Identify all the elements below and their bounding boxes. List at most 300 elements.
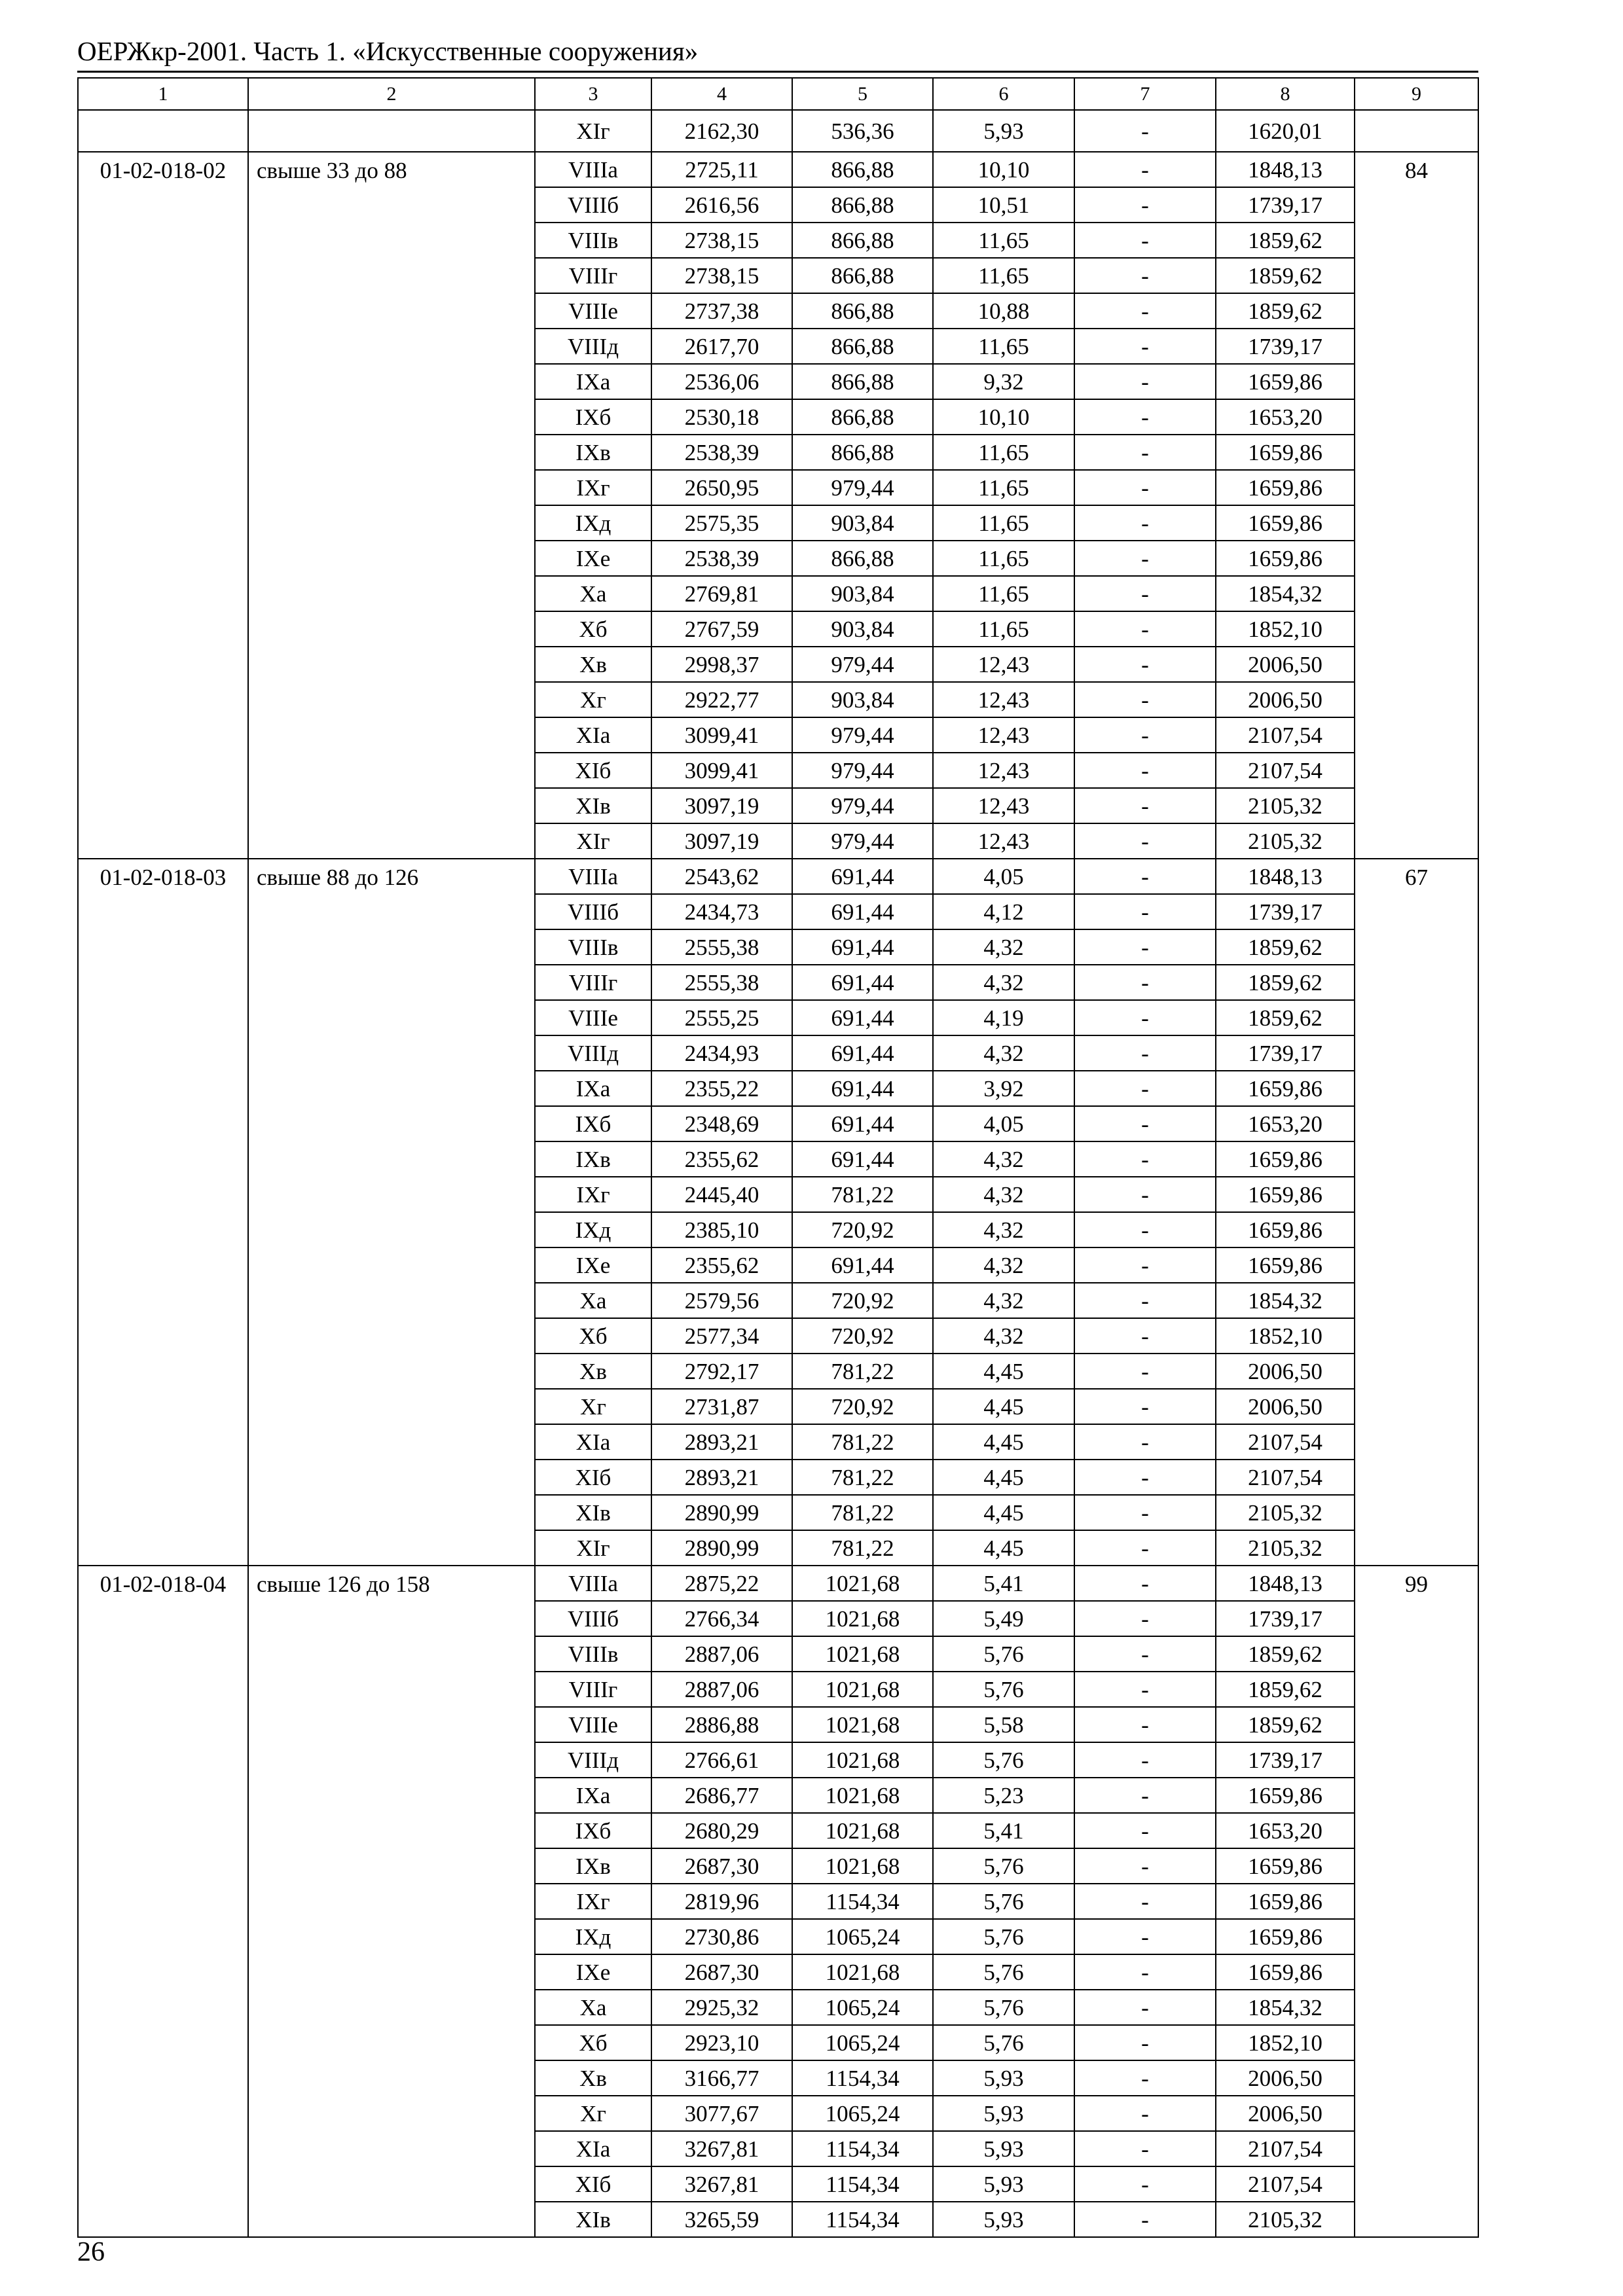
col8-cell: 1854,32 (1216, 576, 1355, 611)
col4-cell: 2434,73 (651, 894, 792, 929)
class-cell: IXв (535, 1141, 651, 1177)
col6-cell: 4,45 (933, 1495, 1074, 1530)
col4-cell: 2730,86 (651, 1919, 792, 1954)
class-cell: IXа (535, 1071, 651, 1106)
column-number-cell: 5 (792, 78, 933, 110)
col5-cell: 691,44 (792, 1071, 933, 1106)
col8-cell: 1739,17 (1216, 1035, 1355, 1071)
col6-cell: 4,45 (933, 1424, 1074, 1460)
col7-cell: - (1074, 647, 1216, 682)
col4-cell: 2766,34 (651, 1601, 792, 1636)
col7-cell: - (1074, 1566, 1216, 1601)
class-cell: XIб (535, 753, 651, 788)
col4-cell: 3077,67 (651, 2096, 792, 2131)
col7-cell: - (1074, 541, 1216, 576)
class-cell: IXд (535, 1919, 651, 1954)
col6-cell: 5,76 (933, 1848, 1074, 1884)
col7-cell: - (1074, 682, 1216, 717)
col5-cell: 691,44 (792, 1141, 933, 1177)
col6-cell: 11,65 (933, 505, 1074, 541)
class-cell: IXд (535, 1212, 651, 1247)
col8-cell: 1659,86 (1216, 1071, 1355, 1106)
col5-cell: 1021,68 (792, 1707, 933, 1742)
col6-cell: 10,10 (933, 399, 1074, 435)
col8-cell: 1659,86 (1216, 1141, 1355, 1177)
col4-cell: 2617,70 (651, 329, 792, 364)
col7-cell: - (1074, 1707, 1216, 1742)
col5-cell: 979,44 (792, 823, 933, 859)
col7-cell: - (1074, 399, 1216, 435)
col7-cell: - (1074, 1672, 1216, 1707)
col7-cell: - (1074, 1530, 1216, 1566)
col7-cell: - (1074, 152, 1216, 187)
col8-cell: 1653,20 (1216, 399, 1355, 435)
class-cell: IXе (535, 541, 651, 576)
col5-cell: 866,88 (792, 435, 933, 470)
col4-cell: 2434,93 (651, 1035, 792, 1071)
col8-cell: 1659,86 (1216, 1919, 1355, 1954)
col4-cell: 2536,06 (651, 364, 792, 399)
col6-cell: 12,43 (933, 753, 1074, 788)
col5-cell: 979,44 (792, 788, 933, 823)
class-cell: VIIIа (535, 152, 651, 187)
col6-cell: 4,19 (933, 1000, 1074, 1035)
col4-cell: 2893,21 (651, 1424, 792, 1460)
class-cell: VIIIе (535, 1000, 651, 1035)
class-cell: VIIIв (535, 223, 651, 258)
rate-code-cell: 01-02-018-03 (78, 859, 248, 1566)
col7-cell: - (1074, 2202, 1216, 2237)
class-cell: Xг (535, 682, 651, 717)
col5-cell: 903,84 (792, 576, 933, 611)
col5-cell: 720,92 (792, 1212, 933, 1247)
col5-cell: 1154,34 (792, 1884, 933, 1919)
col7-cell: - (1074, 1636, 1216, 1672)
col6-cell: 5,76 (933, 1954, 1074, 1990)
col5-cell: 866,88 (792, 293, 933, 329)
col7-cell: - (1074, 965, 1216, 1000)
col8-cell: 2105,32 (1216, 1495, 1355, 1530)
col4-cell: 3267,81 (651, 2131, 792, 2166)
col8-cell: 2105,32 (1216, 1530, 1355, 1566)
col8-cell: 1620,01 (1216, 110, 1355, 152)
col6-cell: 5,49 (933, 1601, 1074, 1636)
col6-cell: 4,05 (933, 1106, 1074, 1141)
col6-cell: 4,45 (933, 1530, 1074, 1566)
col8-cell: 1659,86 (1216, 1247, 1355, 1283)
col8-cell: 1653,20 (1216, 1813, 1355, 1848)
col8-cell: 2107,54 (1216, 1460, 1355, 1495)
col6-cell: 3,92 (933, 1071, 1074, 1106)
col5-cell: 866,88 (792, 399, 933, 435)
col7-cell: - (1074, 1742, 1216, 1778)
col8-cell: 1859,62 (1216, 258, 1355, 293)
class-cell: VIIIе (535, 1707, 651, 1742)
class-cell: XIв (535, 2202, 651, 2237)
col4-cell: 2355,62 (651, 1141, 792, 1177)
column-number-cell: 4 (651, 78, 792, 110)
col8-cell: 1739,17 (1216, 1742, 1355, 1778)
class-cell: IXа (535, 1778, 651, 1813)
col8-cell: 1854,32 (1216, 1283, 1355, 1318)
table-body (78, 78, 1478, 2237)
col5-cell: 866,88 (792, 258, 933, 293)
col4-cell: 3099,41 (651, 753, 792, 788)
col4-cell: 2575,35 (651, 505, 792, 541)
col6-cell: 5,76 (933, 1919, 1074, 1954)
col6-cell: 5,76 (933, 1884, 1074, 1919)
col5-cell: 1065,24 (792, 2025, 933, 2060)
col5-cell: 1021,68 (792, 1672, 933, 1707)
col7-cell: - (1074, 1247, 1216, 1283)
col8-cell: 1659,86 (1216, 1884, 1355, 1919)
col7-cell: - (1074, 258, 1216, 293)
col6-cell: 11,65 (933, 258, 1074, 293)
col6-cell: 4,45 (933, 1389, 1074, 1424)
class-cell: VIIIд (535, 329, 651, 364)
col7-cell: - (1074, 1354, 1216, 1389)
col6-cell: 4,32 (933, 1283, 1074, 1318)
col6-cell: 10,51 (933, 187, 1074, 223)
col5-cell: 1065,24 (792, 1919, 933, 1954)
col8-cell: 1659,86 (1216, 1778, 1355, 1813)
col5-cell: 1021,68 (792, 1778, 933, 1813)
col7-cell: - (1074, 435, 1216, 470)
col8-cell: 2107,54 (1216, 717, 1355, 753)
col8-cell: 1659,86 (1216, 1848, 1355, 1884)
col7-cell: - (1074, 2131, 1216, 2166)
col8-cell: 2006,50 (1216, 682, 1355, 717)
data-table (77, 77, 1479, 2238)
col4-cell: 2792,17 (651, 1354, 792, 1389)
col8-cell: 1659,86 (1216, 1954, 1355, 1990)
col4-cell: 2737,38 (651, 293, 792, 329)
col8-cell: 2107,54 (1216, 2131, 1355, 2166)
class-cell: IXв (535, 1848, 651, 1884)
col7-cell: - (1074, 576, 1216, 611)
table-row (78, 859, 1478, 894)
col8-cell: 1659,86 (1216, 470, 1355, 505)
rate-description-cell: свыше 88 до 126 (248, 859, 535, 1566)
col8-cell: 1859,62 (1216, 1636, 1355, 1672)
col7-cell: - (1074, 505, 1216, 541)
class-cell: VIIIб (535, 894, 651, 929)
col5-cell: 866,88 (792, 152, 933, 187)
col7-cell: - (1074, 1954, 1216, 1990)
col5-cell: 781,22 (792, 1424, 933, 1460)
col4-cell: 2555,38 (651, 929, 792, 965)
class-cell: IXг (535, 470, 651, 505)
col4-cell: 2819,96 (651, 1884, 792, 1919)
col8-cell: 1659,86 (1216, 435, 1355, 470)
class-cell: XIг (535, 823, 651, 859)
col7-cell: - (1074, 611, 1216, 647)
col7-cell: - (1074, 2096, 1216, 2131)
class-cell: VIIIа (535, 859, 651, 894)
col4-cell: 2893,21 (651, 1460, 792, 1495)
col4-cell: 2998,37 (651, 647, 792, 682)
rate-description-cell: свыше 33 до 88 (248, 152, 535, 859)
class-cell: Xв (535, 1354, 651, 1389)
col7-cell: - (1074, 1106, 1216, 1141)
col7-cell: - (1074, 1778, 1216, 1813)
col4-cell: 2875,22 (651, 1566, 792, 1601)
rate-code-cell: 01-02-018-04 (78, 1566, 248, 2237)
col6-cell: 5,41 (933, 1566, 1074, 1601)
column-number-cell: 2 (248, 78, 535, 110)
col5-cell: 691,44 (792, 859, 933, 894)
col8-cell: 1848,13 (1216, 152, 1355, 187)
col4-cell: 2767,59 (651, 611, 792, 647)
rate-description-cell (248, 110, 535, 152)
col5-cell: 781,22 (792, 1354, 933, 1389)
col6-cell: 12,43 (933, 788, 1074, 823)
table-row (78, 1566, 1478, 1601)
col4-cell: 2538,39 (651, 435, 792, 470)
col6-cell: 5,76 (933, 1636, 1074, 1672)
col5-cell: 866,88 (792, 223, 933, 258)
col6-cell: 5,93 (933, 110, 1074, 152)
col9-cell (1355, 110, 1478, 152)
col4-cell: 3265,59 (651, 2202, 792, 2237)
col6-cell: 4,32 (933, 929, 1074, 965)
col7-cell: - (1074, 1318, 1216, 1354)
class-cell: IXе (535, 1954, 651, 1990)
col8-cell: 1739,17 (1216, 894, 1355, 929)
col5-cell: 903,84 (792, 505, 933, 541)
col8-cell: 1848,13 (1216, 1566, 1355, 1601)
col5-cell: 720,92 (792, 1318, 933, 1354)
col8-cell: 1659,86 (1216, 541, 1355, 576)
col8-cell: 1859,62 (1216, 1672, 1355, 1707)
col4-cell: 2543,62 (651, 859, 792, 894)
col4-cell: 2725,11 (651, 152, 792, 187)
col8-cell: 2006,50 (1216, 1389, 1355, 1424)
col7-cell: - (1074, 1495, 1216, 1530)
col6-cell: 12,43 (933, 823, 1074, 859)
col8-cell: 1739,17 (1216, 329, 1355, 364)
col4-cell: 2731,87 (651, 1389, 792, 1424)
col5-cell: 1021,68 (792, 1742, 933, 1778)
col5-cell: 1021,68 (792, 1566, 933, 1601)
class-cell: VIIIг (535, 965, 651, 1000)
col5-cell: 781,22 (792, 1530, 933, 1566)
col7-cell: - (1074, 2166, 1216, 2202)
col6-cell: 12,43 (933, 647, 1074, 682)
col6-cell: 4,32 (933, 1035, 1074, 1071)
col8-cell: 2105,32 (1216, 788, 1355, 823)
col7-cell: - (1074, 2060, 1216, 2096)
col6-cell: 5,58 (933, 1707, 1074, 1742)
col6-cell: 10,88 (933, 293, 1074, 329)
col8-cell: 1739,17 (1216, 187, 1355, 223)
col4-cell: 2445,40 (651, 1177, 792, 1212)
class-cell: XIа (535, 717, 651, 753)
col6-cell: 12,43 (933, 682, 1074, 717)
class-cell: IXб (535, 399, 651, 435)
class-cell: XIв (535, 1495, 651, 1530)
col8-cell: 1659,86 (1216, 1212, 1355, 1247)
class-cell: Xб (535, 2025, 651, 2060)
col5-cell: 1021,68 (792, 1601, 933, 1636)
rate-code-cell: 01-02-018-02 (78, 152, 248, 859)
col5-cell: 691,44 (792, 965, 933, 1000)
class-cell: Xв (535, 647, 651, 682)
col4-cell: 3097,19 (651, 788, 792, 823)
col8-cell: 1859,62 (1216, 1000, 1355, 1035)
col8-cell: 1859,62 (1216, 1707, 1355, 1742)
col4-cell: 2766,61 (651, 1742, 792, 1778)
rate-code-cell (78, 110, 248, 152)
col8-cell: 2006,50 (1216, 2060, 1355, 2096)
col7-cell: - (1074, 1848, 1216, 1884)
col6-cell: 5,76 (933, 1742, 1074, 1778)
class-cell: VIIIе (535, 293, 651, 329)
col4-cell: 2886,88 (651, 1707, 792, 1742)
col7-cell: - (1074, 364, 1216, 399)
col8-cell: 1659,86 (1216, 364, 1355, 399)
col8-cell: 1659,86 (1216, 505, 1355, 541)
col7-cell: - (1074, 1389, 1216, 1424)
col4-cell: 2922,77 (651, 682, 792, 717)
col7-cell: - (1074, 293, 1216, 329)
col4-cell: 2579,56 (651, 1283, 792, 1318)
col6-cell: 5,76 (933, 2025, 1074, 2060)
column-number-cell: 8 (1216, 78, 1355, 110)
rate-description-cell: свыше 126 до 158 (248, 1566, 535, 2237)
col4-cell: 2385,10 (651, 1212, 792, 1247)
class-cell: VIIIг (535, 1672, 651, 1707)
col5-cell: 691,44 (792, 1035, 933, 1071)
col7-cell: - (1074, 223, 1216, 258)
col7-cell: - (1074, 187, 1216, 223)
col5-cell: 691,44 (792, 894, 933, 929)
col8-cell: 1852,10 (1216, 2025, 1355, 2060)
class-cell: VIIIб (535, 187, 651, 223)
col5-cell: 1065,24 (792, 2096, 933, 2131)
column-number-cell: 1 (78, 78, 248, 110)
col8-cell: 1859,62 (1216, 929, 1355, 965)
col5-cell: 866,88 (792, 541, 933, 576)
col6-cell: 11,65 (933, 576, 1074, 611)
col8-cell: 2107,54 (1216, 753, 1355, 788)
col6-cell: 4,45 (933, 1460, 1074, 1495)
col5-cell: 1021,68 (792, 1813, 933, 1848)
col4-cell: 3166,77 (651, 2060, 792, 2096)
col6-cell: 5,93 (933, 2166, 1074, 2202)
col6-cell: 5,76 (933, 1990, 1074, 2025)
col5-cell: 720,92 (792, 1389, 933, 1424)
col4-cell: 2577,34 (651, 1318, 792, 1354)
col7-cell: - (1074, 1071, 1216, 1106)
col5-cell: 781,22 (792, 1177, 933, 1212)
col5-cell: 720,92 (792, 1283, 933, 1318)
class-cell: IXб (535, 1106, 651, 1141)
class-cell: IXг (535, 1177, 651, 1212)
col6-cell: 11,65 (933, 329, 1074, 364)
col4-cell: 2616,56 (651, 187, 792, 223)
col8-cell: 2105,32 (1216, 823, 1355, 859)
class-cell: VIIIд (535, 1742, 651, 1778)
col5-cell: 1154,34 (792, 2131, 933, 2166)
col8-cell: 2105,32 (1216, 2202, 1355, 2237)
col5-cell: 1021,68 (792, 1954, 933, 1990)
col7-cell: - (1074, 110, 1216, 152)
col4-cell: 2355,62 (651, 1247, 792, 1283)
col7-cell: - (1074, 1813, 1216, 1848)
col8-cell: 2006,50 (1216, 1354, 1355, 1389)
class-cell: IXд (535, 505, 651, 541)
col8-cell: 1739,17 (1216, 1601, 1355, 1636)
col4-cell: 2680,29 (651, 1813, 792, 1848)
col7-cell: - (1074, 1141, 1216, 1177)
col8-cell: 1859,62 (1216, 223, 1355, 258)
col9-cell: 99 (1355, 1566, 1478, 2237)
col4-cell: 2687,30 (651, 1954, 792, 1990)
col5-cell: 1021,68 (792, 1636, 933, 1672)
col8-cell: 2107,54 (1216, 2166, 1355, 2202)
class-cell: XIб (535, 1460, 651, 1495)
col6-cell: 5,93 (933, 2060, 1074, 2096)
col8-cell: 1852,10 (1216, 611, 1355, 647)
class-cell: VIIIа (535, 1566, 651, 1601)
col5-cell: 979,44 (792, 717, 933, 753)
col6-cell: 4,32 (933, 1141, 1074, 1177)
col7-cell: - (1074, 929, 1216, 965)
col4-cell: 2890,99 (651, 1530, 792, 1566)
col8-cell: 1859,62 (1216, 293, 1355, 329)
col8-cell: 2006,50 (1216, 2096, 1355, 2131)
class-cell: IXв (535, 435, 651, 470)
col5-cell: 903,84 (792, 682, 933, 717)
col5-cell: 1154,34 (792, 2060, 933, 2096)
col5-cell: 781,22 (792, 1495, 933, 1530)
class-cell: XIа (535, 1424, 651, 1460)
col8-cell: 1854,32 (1216, 1990, 1355, 2025)
class-cell: Xг (535, 2096, 651, 2131)
class-cell: XIг (535, 1530, 651, 1566)
col5-cell: 691,44 (792, 1247, 933, 1283)
col5-cell: 691,44 (792, 1106, 933, 1141)
col6-cell: 11,65 (933, 541, 1074, 576)
col6-cell: 4,32 (933, 1212, 1074, 1247)
col5-cell: 979,44 (792, 753, 933, 788)
table-row (78, 110, 1478, 152)
col7-cell: - (1074, 859, 1216, 894)
col6-cell: 5,93 (933, 2096, 1074, 2131)
col6-cell: 11,65 (933, 223, 1074, 258)
class-cell: IXа (535, 364, 651, 399)
column-number-cell: 9 (1355, 78, 1478, 110)
col4-cell: 2887,06 (651, 1672, 792, 1707)
col7-cell: - (1074, 1919, 1216, 1954)
col4-cell: 2555,38 (651, 965, 792, 1000)
page-number: 26 (77, 2237, 105, 2267)
col6-cell: 4,32 (933, 1177, 1074, 1212)
col6-cell: 9,32 (933, 364, 1074, 399)
col4-cell: 2738,15 (651, 258, 792, 293)
col6-cell: 11,65 (933, 435, 1074, 470)
col6-cell: 5,76 (933, 1672, 1074, 1707)
col5-cell: 903,84 (792, 611, 933, 647)
col6-cell: 5,41 (933, 1813, 1074, 1848)
col6-cell: 4,45 (933, 1354, 1074, 1389)
class-cell: Xа (535, 1990, 651, 2025)
class-cell: Xа (535, 576, 651, 611)
col9-cell: 67 (1355, 859, 1478, 1566)
col4-cell: 2890,99 (651, 1495, 792, 1530)
col6-cell: 4,12 (933, 894, 1074, 929)
